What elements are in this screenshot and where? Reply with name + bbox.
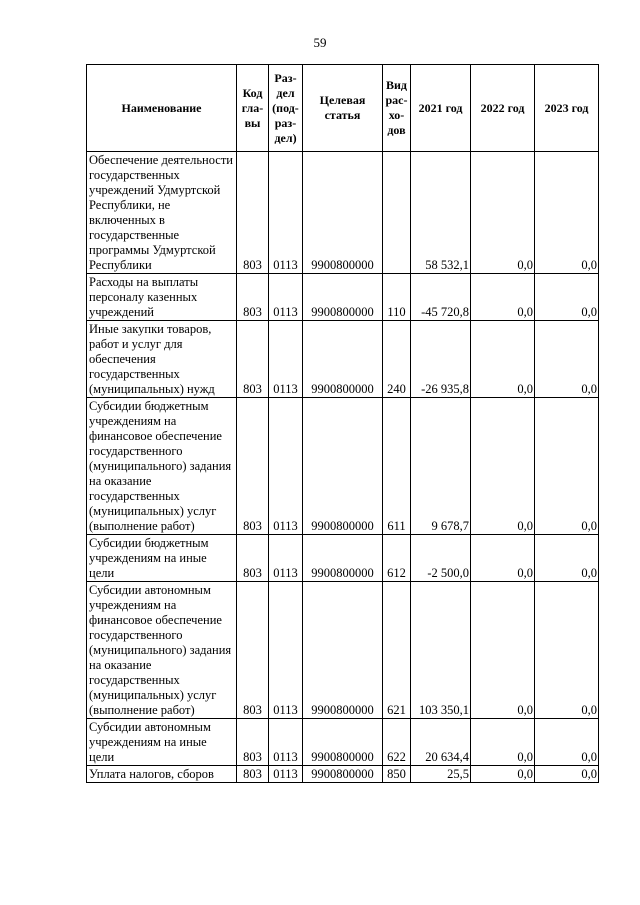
cell-expense: 240 — [383, 321, 411, 398]
cell-target: 9900800000 — [303, 274, 383, 321]
header-expense: Вид рас- хо- дов — [383, 65, 411, 152]
cell-name: Субсидии бюджетным учреждениям на финансовое обеспечение государственного (муниципального) задания на оказание государственных (муниципальных) услуг (выполнение работ) — [87, 398, 237, 535]
cell-expense — [383, 152, 411, 274]
cell-2021: 103 350,1 — [411, 582, 471, 719]
cell-2023: 0,0 — [535, 321, 599, 398]
cell-2021: 58 532,1 — [411, 152, 471, 274]
cell-section: 0113 — [269, 152, 303, 274]
cell-target: 9900800000 — [303, 321, 383, 398]
cell-expense: 850 — [383, 766, 411, 783]
cell-2022: 0,0 — [471, 152, 535, 274]
header-target: Целевая статья — [303, 65, 383, 152]
header-2021: 2021 год — [411, 65, 471, 152]
cell-target: 9900800000 — [303, 719, 383, 766]
cell-name: Обеспечение деятельности государственных учреждений Удмуртской Республики, не включенных в государственные программы Удмуртской Республики — [87, 152, 237, 274]
cell-2023: 0,0 — [535, 535, 599, 582]
cell-2023: 0,0 — [535, 582, 599, 719]
cell-name: Иные закупки товаров, работ и услуг для обеспечения государственных (муниципальных) нужд — [87, 321, 237, 398]
cell-expense: 612 — [383, 535, 411, 582]
cell-chapter: 803 — [237, 766, 269, 783]
page-number: 59 — [313, 35, 327, 50]
cell-section: 0113 — [269, 398, 303, 535]
cell-chapter: 803 — [237, 274, 269, 321]
cell-chapter: 803 — [237, 719, 269, 766]
table-row — [87, 398, 599, 535]
cell-2022: 0,0 — [471, 398, 535, 535]
cell-2022: 0,0 — [471, 274, 535, 321]
cell-target: 9900800000 — [303, 582, 383, 719]
cell-expense: 611 — [383, 398, 411, 535]
cell-2023: 0,0 — [535, 719, 599, 766]
header-2023: 2023 год — [535, 65, 599, 152]
cell-name: Уплата налогов, сборов — [87, 766, 237, 783]
cell-target: 9900800000 — [303, 152, 383, 274]
table-row — [87, 582, 599, 719]
cell-2023: 0,0 — [535, 766, 599, 783]
cell-chapter: 803 — [237, 582, 269, 719]
table-row — [87, 321, 599, 398]
cell-chapter: 803 — [237, 398, 269, 535]
cell-2022: 0,0 — [471, 582, 535, 719]
cell-section: 0113 — [269, 535, 303, 582]
header-name: Наименование — [87, 65, 237, 152]
table-row — [87, 535, 599, 582]
cell-2022: 0,0 — [471, 766, 535, 783]
cell-target: 9900800000 — [303, 535, 383, 582]
cell-expense: 622 — [383, 719, 411, 766]
header-chapter: Код гла- вы — [237, 65, 269, 152]
cell-2021: -26 935,8 — [411, 321, 471, 398]
cell-expense: 110 — [383, 274, 411, 321]
cell-name: Субсидии автономным учреждениям на иные цели — [87, 719, 237, 766]
cell-2021: 9 678,7 — [411, 398, 471, 535]
cell-chapter: 803 — [237, 535, 269, 582]
cell-expense: 621 — [383, 582, 411, 719]
cell-chapter: 803 — [237, 321, 269, 398]
table-row — [87, 274, 599, 321]
cell-2021: 20 634,4 — [411, 719, 471, 766]
table-row — [87, 152, 599, 274]
cell-section: 0113 — [269, 274, 303, 321]
table-row — [87, 766, 599, 783]
header-section: Раз- дел (под- раз- дел) — [269, 65, 303, 152]
cell-section: 0113 — [269, 766, 303, 783]
cell-2023: 0,0 — [535, 152, 599, 274]
cell-2021: 25,5 — [411, 766, 471, 783]
cell-2023: 0,0 — [535, 398, 599, 535]
budget-table — [86, 64, 599, 783]
header-2022: 2022 год — [471, 65, 535, 152]
cell-2021: -2 500,0 — [411, 535, 471, 582]
header-row — [87, 65, 599, 152]
cell-section: 0113 — [269, 719, 303, 766]
cell-2022: 0,0 — [471, 321, 535, 398]
cell-section: 0113 — [269, 321, 303, 398]
table-row — [87, 719, 599, 766]
cell-name: Субсидии автономным учреждениям на финансовое обеспечение государственного (муниципального) задания на оказание государственных (муниципальных) услуг (выполнение работ) — [87, 582, 237, 719]
cell-2023: 0,0 — [535, 274, 599, 321]
cell-target: 9900800000 — [303, 766, 383, 783]
cell-name: Субсидии бюджетным учреждениям на иные цели — [87, 535, 237, 582]
cell-chapter: 803 — [237, 152, 269, 274]
cell-name: Расходы на выплаты персоналу казенных учреждений — [87, 274, 237, 321]
cell-2022: 0,0 — [471, 535, 535, 582]
cell-section: 0113 — [269, 582, 303, 719]
cell-target: 9900800000 — [303, 398, 383, 535]
cell-2022: 0,0 — [471, 719, 535, 766]
cell-2021: -45 720,8 — [411, 274, 471, 321]
